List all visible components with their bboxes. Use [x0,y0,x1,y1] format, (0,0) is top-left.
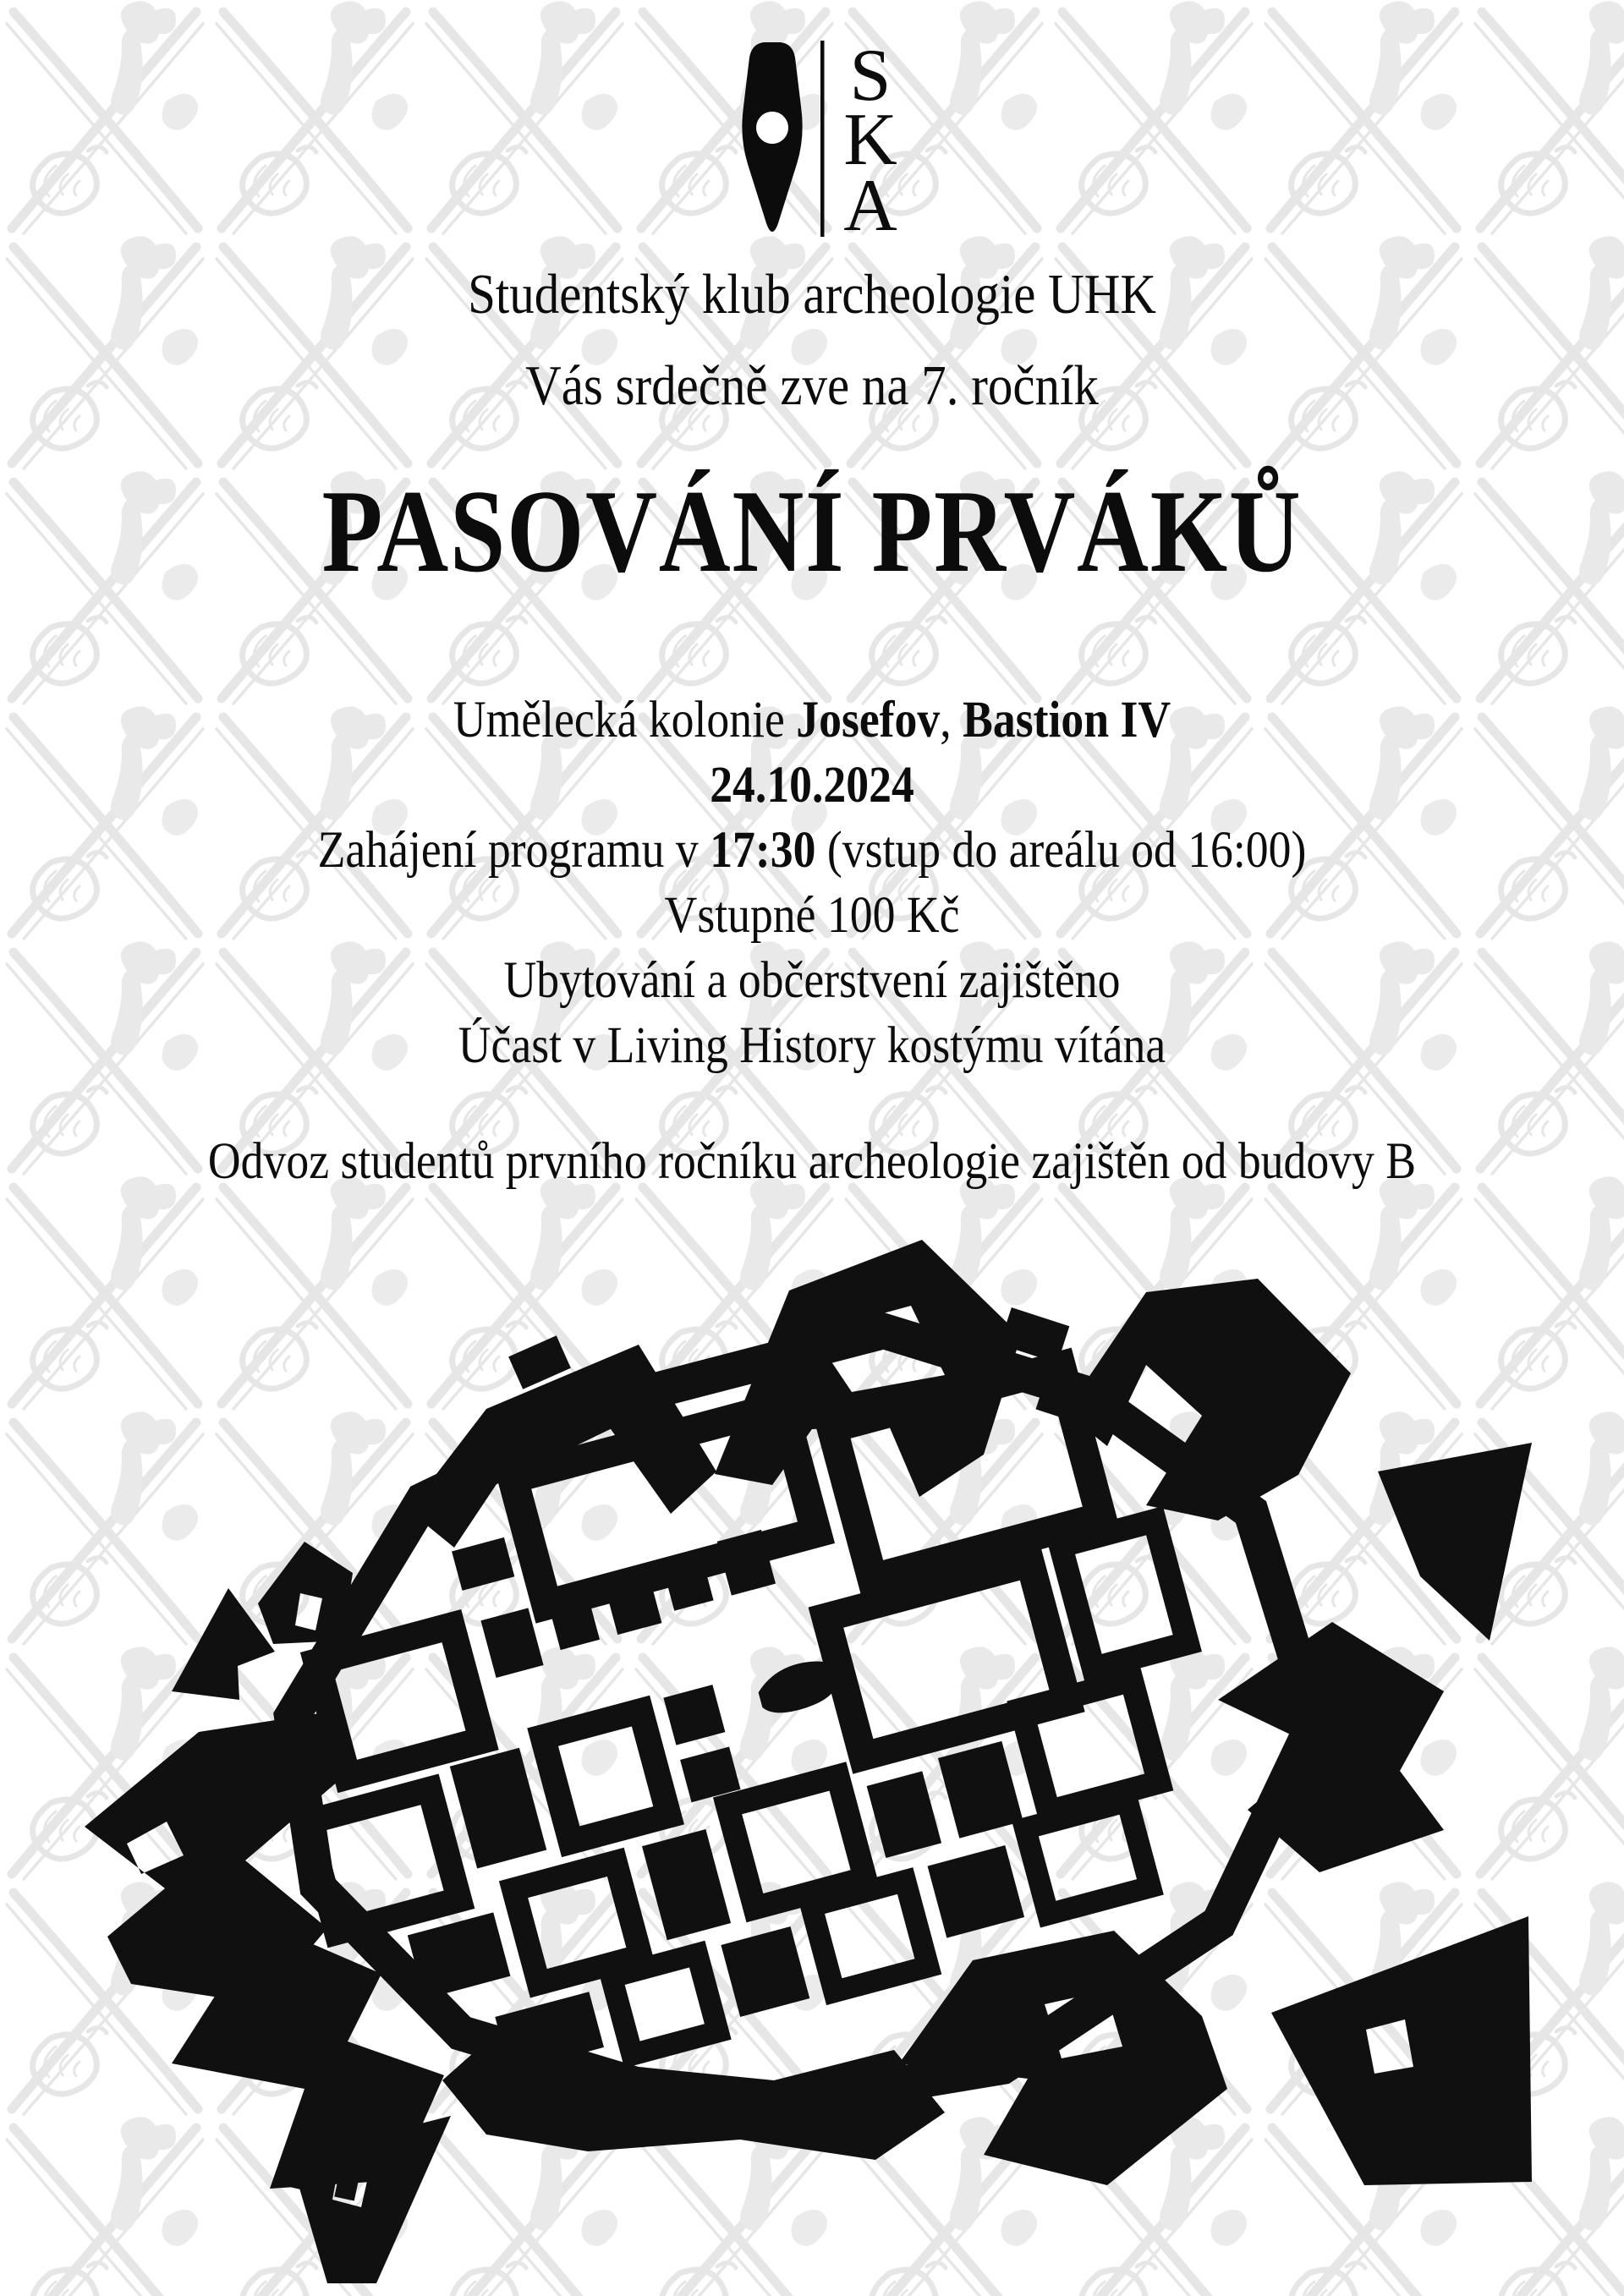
program-suffix: (vstup do areálu od 16:00) [815,822,1307,879]
event-title: PASOVÁNÍ PRVÁKŮ [321,466,1303,597]
entry-fee-line: Vstupné 100 Kč [664,887,960,944]
costume-line: Účast v Living History kostýmu vítána [458,1017,1166,1074]
location-line [97,692,1527,748]
program-line [97,822,1527,879]
pen-nib-icon [742,42,802,232]
location-prefix: Umělecká kolonie [453,692,797,748]
location-separator: , [940,692,963,748]
josefov-fortress-plan-map [47,1216,1577,2283]
logo-letter: K [843,99,897,181]
logo-letters [843,39,897,242]
transport-line: Odvoz studentů prvního ročníku archeologie zajištěn od budovy B [207,1133,1417,1190]
ska-logo [729,39,907,242]
location-venue: Josefov [796,692,941,748]
date-line: 24.10.2024 [710,757,914,814]
location-bastion: Bastion IV [963,692,1171,748]
logo-letter: A [843,165,897,242]
program-prefix: Zahájení programu v [317,822,710,879]
program-time: 17:30 [710,822,816,879]
logo-letter: S [849,39,892,117]
logo-divider [820,41,825,237]
organization-line: Studentský klub archeologie UHK [468,263,1156,326]
invite-line: Vás srdečně zve na 7. ročník [525,354,1099,417]
accommodation-line: Ubytování a občerstvení zajištěno [503,952,1121,1009]
